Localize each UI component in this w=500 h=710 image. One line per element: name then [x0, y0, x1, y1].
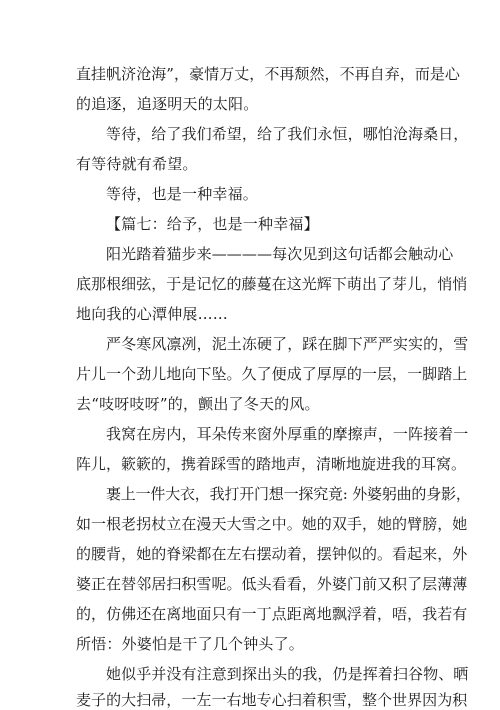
text-line: 所悟：外婆怕是干了几个钟头了。: [76, 635, 305, 653]
text-line: 去“吱呀吱呀”的，颤出了冬天的风。: [76, 395, 320, 413]
text-line: 等待，也是一种幸福。: [106, 185, 259, 203]
text-line: 有等待就有希望。: [76, 155, 198, 173]
text-line: 的追逐，追逐明天的太阳。: [76, 95, 259, 113]
text-line: 裹上一件大衣，我打开门想一探究竟: 外婆躬曲的身影，: [106, 485, 471, 503]
text-line: 婆正在替邻居扫积雪呢。低头看看，外婆门前又积了层薄薄: [76, 575, 468, 593]
text-line: 严冬寒风凛冽，泥土冻硬了，踩在脚下严严实实的，雪: [106, 335, 469, 353]
text-line: 的腰背，她的脊梁都在左右摆动着，摆钟似的。看起来，外: [76, 545, 468, 563]
text-line: 麦子的大扫帚，一左一右地专心扫着积雪，整个世界因为积: [76, 691, 468, 709]
text-line: 我窝在房内，耳朵传来窗外厚重的摩擦声，一阵接着一: [106, 425, 469, 443]
text-line: 地向我的心潭伸展……: [76, 305, 229, 323]
text-line: 片儿一个劲儿地向下坠。久了便成了厚厚的一层，一脚踏上: [76, 365, 468, 383]
text-line: 阵儿，簌簌的，携着踩雪的踏地声，清晰地旋进我的耳窝。: [76, 455, 467, 473]
text-line: 她似乎并没有注意到探出头的我，仍是挥着扫谷物、晒: [106, 665, 469, 683]
text-line: 底那根细弦，于是记忆的藤蔓在这光辉下萌出了芽儿，悄悄: [76, 275, 468, 293]
section-heading: 【篇七：给予，也是一种幸福】: [106, 215, 319, 233]
text-line: 阳光踏着猫步来————每次见到这句话都会触动心: [106, 245, 454, 263]
text-line: 直挂帆济沧海”，豪情万丈，不再颓然，不再自弃，而是心: [76, 65, 460, 83]
text-line: 的，仿佛还在离地面只有一丁点距离地飘浮着，唔，我若有: [76, 605, 468, 623]
text-line: 等待，给了我们希望，给了我们永恒，哪怕沧海桑日，: [106, 125, 469, 143]
text-line: 如一根老拐杖立在漫天大雪之中。她的双手，她的臂膀，她: [76, 515, 468, 533]
